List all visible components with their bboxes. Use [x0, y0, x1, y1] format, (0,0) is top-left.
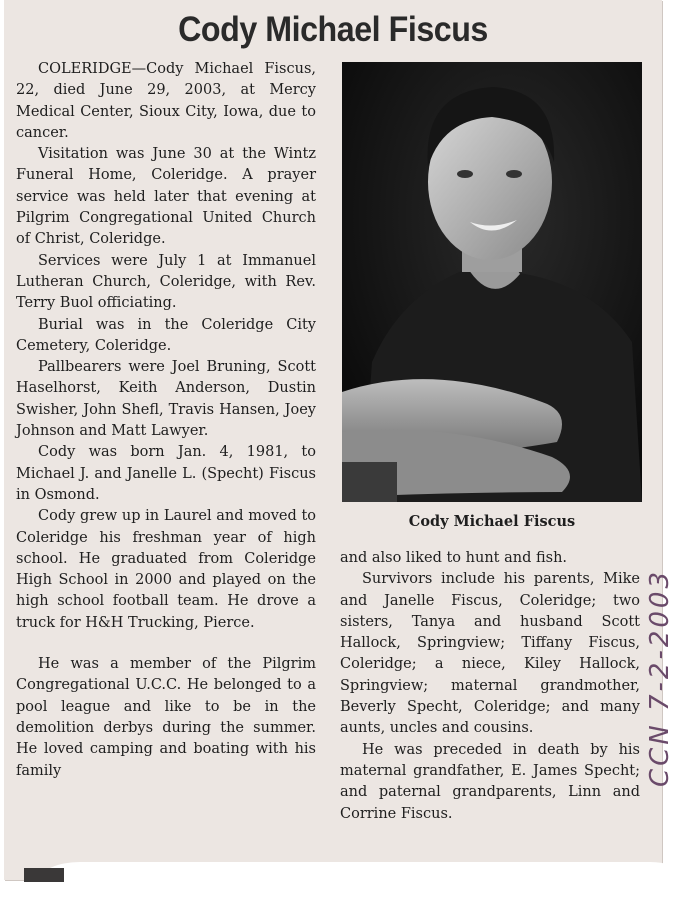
handwritten-date-note — [640, 548, 680, 808]
portrait-photo — [342, 62, 642, 502]
obituary-paragraph-services: Services were July 1 at Immanuel Lutheran Church, Coleridge, with Rev. Terry Buol officiating. — [16, 252, 316, 312]
torn-edge — [40, 862, 680, 922]
handwritten-note-text: CCN 7-2-2003 — [645, 568, 675, 788]
obituary-paragraph-survivors: Survivors include his parents, Mike and Janelle Fiscus, Coleridge; two sisters, Tanya and husband Scott Hallock, Springview; Tiffany Fiscus, Coleridge; a niece, Kiley Hallock, Springview; maternal grandmother, Beverly Specht, Coleridge; and many aunts, uncles and cousins. — [340, 571, 640, 737]
obituary-paragraph-hobbies: He was a member of the Pilgrim Congregational U.C.C. He belonged to a pool league and like to be in the demolition derbys during the summer. He loved camping and boating with his family — [16, 656, 316, 779]
obituary-left-column — [16, 59, 316, 782]
scan-shadow — [24, 868, 64, 882]
obituary-paragraph-biography: Cody grew up in Laurel and moved to Coleridge his freshman year of high school. He graduated from Coleridge High School in 2000 and played on the high school football team. He drove a truck for H&H Trucking, Pierce. — [16, 508, 316, 631]
newspaper-clipping — [4, 0, 662, 880]
obituary-paragraph-birth: Cody was born Jan. 4, 1981, to Michael J. and Janelle L. (Specht) Fiscus in Osmond. — [16, 444, 316, 503]
obituary-paragraph-pallbearers: Pallbearers were Joel Bruning, Scott Haselhorst, Keith Anderson, Dustin Swisher, John Shefl, Travis Hansen, Joey Johnson and Matt Lawyer. — [16, 359, 316, 440]
photo-caption: Cody Michael Fiscus — [408, 513, 576, 530]
obituary-right-column — [340, 548, 640, 825]
obituary-paragraph-continued: and also liked to hunt and fish. — [340, 550, 568, 566]
obituary-headline: Cody Michael Fiscus — [178, 10, 488, 49]
obituary-paragraph-visitation: Visitation was June 30 at the Wintz Funeral Home, Coleridge. A prayer service was held later that evening at Pilgrim Congregational United Church of Christ, Coleridge. — [16, 146, 316, 248]
obituary-paragraph-preceded: He was preceded in death by his maternal grandfather, E. James Specht; and paternal grandparents, Linn and Corrine Fiscus. — [340, 741, 640, 822]
obituary-paragraph-burial: Burial was in the Coleridge City Cemetery, Coleridge. — [16, 316, 316, 354]
obituary-paragraph-death: COLERIDGE—Cody Michael Fiscus, 22, died June 29, 2003, at Mercy Medical Center, Sioux City, Iowa, due to cancer. — [16, 61, 316, 141]
